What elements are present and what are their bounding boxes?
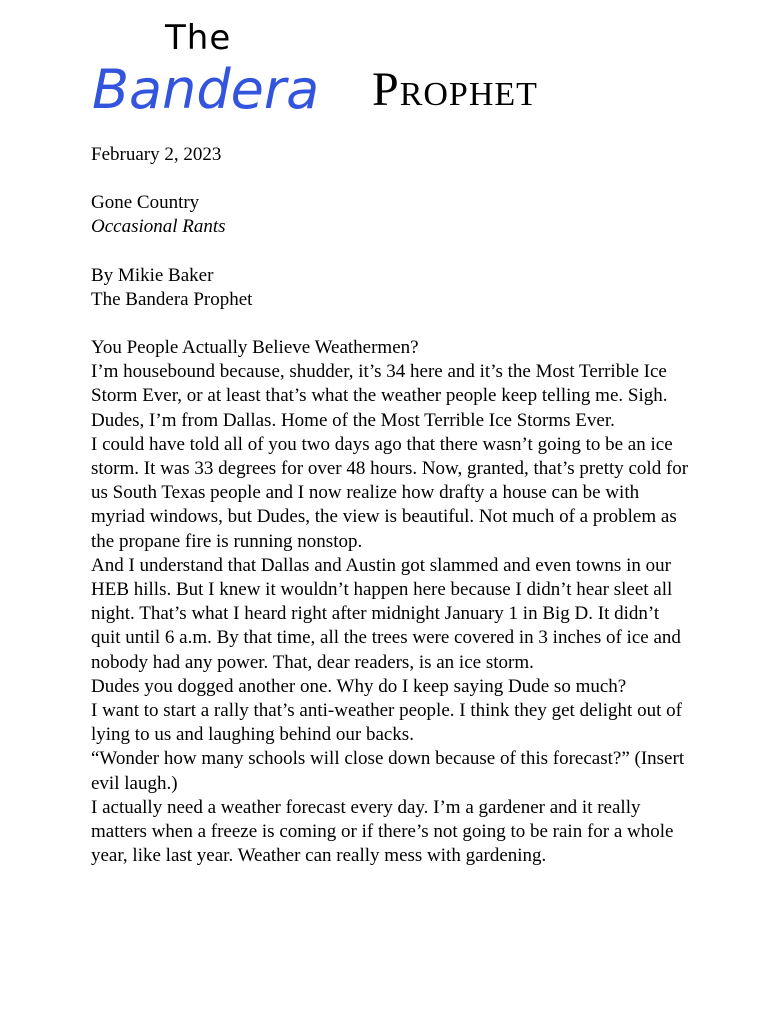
masthead-bandera: Bandera [92,58,320,121]
masthead-logo [0,0,770,130]
article-paragraph: I want to start a rally that’s anti-weather people. I think they get delight out of lying to us and laughing behind our backs. [91,700,682,746]
article-paragraph: I’m housebound because, shudder, it’s 34 here and it’s the Most Terrible Ice Storm Ever, or at least that’s what the weather people keep telling me. Sigh. Dudes, I’m from Dallas. Home of the Most Terrible Ice Storms Ever. [91,361,668,431]
article-paragraph: “Wonder how many schools will close down because of this forecast?” (Insert evil laugh.) [91,748,685,794]
article-body [91,143,691,868]
article-headline: You People Actually Believe Weathermen? [91,337,419,359]
masthead-the: The [165,18,232,58]
column-title: Gone Country [91,192,200,214]
article-paragraph: And I understand that Dallas and Austin got slammed and even towns in our HEB hills. But I knew it wouldn’t happen here because I didn’t hear sleet all night. That’s what I heard right after midnight January 1 in Big D. It didn’t quit until 6 a.m. By that time, all the trees were covered in 3 inches of ice and nobody had any power. That, dear readers, is an ice storm. [91,554,681,673]
article-paragraph: I actually need a weather forecast every day. I’m a gardener and it really matters when a freeze is coming or if there’s not going to be rain for a whole year, like last year. Weather can really mess with gardening. [91,796,674,867]
column-subtitle: Occasional Rants [91,216,226,238]
article-paragraph: Dudes you dogged another one. Why do I keep saying Dude so much? [91,675,627,697]
publish-date: February 2, 2023 [91,144,222,165]
byline: By Mikie Baker [91,264,214,286]
masthead-prophet: Prophet [372,63,538,116]
article-paragraph: I could have told all of you two days ago that there wasn’t going to be an ice storm. It was 33 degrees for over 48 hours. Now, granted, that’s pretty cold for us South Texas people and I now realize how drafty a house can be with myriad windows, but Dudes, the view is beautiful. Not much of a problem as the propane fire is running nonstop. [91,433,689,552]
publication-name: The Bandera Prophet [91,288,253,310]
